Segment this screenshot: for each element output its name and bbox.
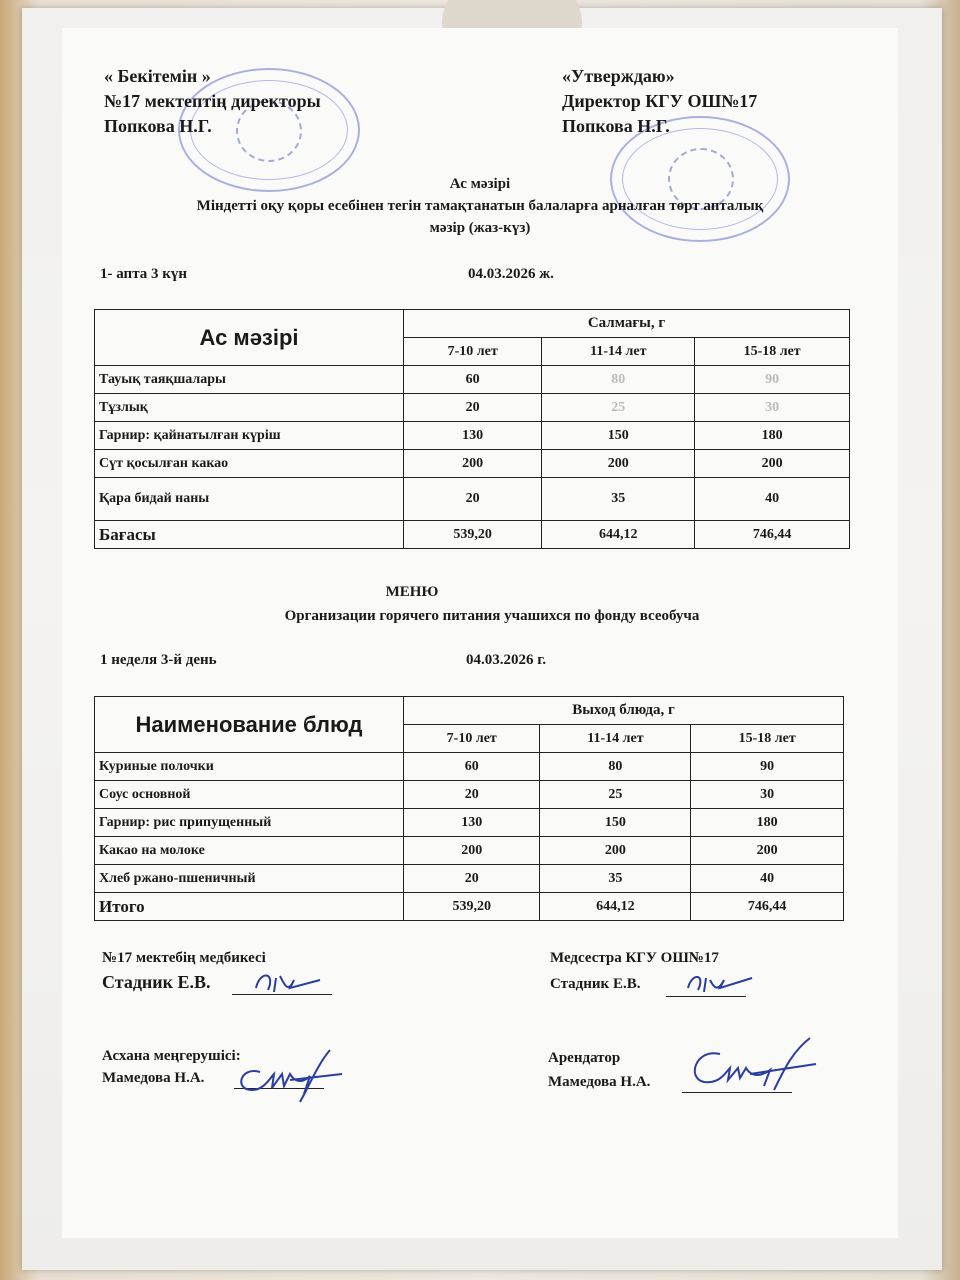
nurse-signature-left bbox=[250, 966, 340, 1000]
nurse-ru-name: Стадник Е.В. bbox=[550, 976, 641, 992]
portion-cell: 40 bbox=[695, 478, 850, 521]
price-cell: 746,44 bbox=[691, 893, 844, 921]
dish-name: Тұзлық bbox=[95, 394, 404, 422]
price-cell: 644,12 bbox=[542, 521, 695, 549]
portion-cell: 200 bbox=[695, 450, 850, 478]
portion-cell: 60 bbox=[404, 366, 542, 394]
approval-ru-line2: Директор КГУ ОШ№17 bbox=[562, 91, 758, 111]
nurse-kz-role: №17 мектебің медбикесі bbox=[102, 950, 266, 966]
dish-name: Тауық таяқшалары bbox=[95, 366, 404, 394]
price-cell: 539,20 bbox=[404, 893, 540, 921]
approval-kz-line2: №17 мектептің директоры bbox=[104, 91, 321, 111]
price-cell: 746,44 bbox=[695, 521, 850, 549]
approval-ru-line1: «Утверждаю» bbox=[562, 66, 675, 86]
portion-cell: 180 bbox=[695, 422, 850, 450]
canteen-kz-name: Мамедова Н.А. bbox=[102, 1070, 205, 1086]
kz-age-header: 7-10 лет bbox=[404, 338, 542, 366]
ru-col-header: Наименование блюд bbox=[95, 697, 404, 753]
dish-name: Гарнир: қайнатылған күріш bbox=[95, 422, 404, 450]
ru-date: 04.03.2026 г. bbox=[466, 652, 547, 668]
nurse-signature-right bbox=[682, 968, 772, 998]
kz-age-header: 15-18 лет bbox=[695, 338, 850, 366]
canteen-kz-role: Асхана меңгерушісі: bbox=[102, 1048, 241, 1064]
menu-document bbox=[62, 28, 898, 1238]
total-row bbox=[95, 521, 850, 549]
kz-group-header: Салмағы, г bbox=[404, 310, 850, 338]
approval-ru bbox=[562, 64, 757, 139]
ru-age-header: 15-18 лет bbox=[691, 725, 844, 753]
canteen-ru-role: Арендатор bbox=[548, 1050, 621, 1066]
price-cell: 539,20 bbox=[404, 521, 542, 549]
canteen-signature-left bbox=[230, 1044, 350, 1104]
portion-cell: 80 bbox=[542, 366, 695, 394]
kz-menu-table bbox=[94, 309, 850, 549]
table-row bbox=[95, 478, 850, 521]
portion-cell: 130 bbox=[404, 809, 540, 837]
dish-name: Қара бидай наны bbox=[95, 478, 404, 521]
kz-menu-subtitle: Міндетті оқу қоры есебінен тегін тамақтанатын балаларға арналған төрт апталық bbox=[196, 198, 764, 214]
portion-cell: 60 bbox=[404, 753, 540, 781]
table-row bbox=[95, 753, 844, 781]
portion-cell: 180 bbox=[691, 809, 844, 837]
portion-cell: 25 bbox=[542, 394, 695, 422]
price-cell: 644,12 bbox=[540, 893, 691, 921]
dish-name: Соус основной bbox=[95, 781, 404, 809]
portion-cell: 200 bbox=[542, 450, 695, 478]
canteen-signature-right bbox=[680, 1034, 820, 1094]
nurse-ru-role: Медсестра КГУ ОШ№17 bbox=[550, 950, 719, 966]
portion-cell: 20 bbox=[404, 394, 542, 422]
dish-name: Гарнир: рис припущенный bbox=[95, 809, 404, 837]
portion-cell: 30 bbox=[695, 394, 850, 422]
kz-date: 04.03.2026 ж. bbox=[468, 266, 554, 282]
kz-col-header: Ас мәзірі bbox=[95, 310, 404, 366]
portion-cell: 90 bbox=[691, 753, 844, 781]
ru-menu-table bbox=[94, 696, 844, 921]
ru-age-header: 11-14 лет bbox=[540, 725, 691, 753]
ru-menu-title: МЕНЮ bbox=[385, 584, 439, 600]
portion-cell: 200 bbox=[540, 837, 691, 865]
portion-cell: 130 bbox=[404, 422, 542, 450]
portion-cell: 200 bbox=[404, 837, 540, 865]
kz-menu-subtitle-2: мәзір (жаз-күз) bbox=[429, 220, 531, 236]
table-row bbox=[95, 450, 850, 478]
portion-cell: 40 bbox=[691, 865, 844, 893]
kz-week-day: 1- апта 3 күн bbox=[100, 266, 188, 282]
portion-cell: 20 bbox=[404, 781, 540, 809]
canteen-ru-name: Мамедова Н.А. bbox=[548, 1074, 651, 1090]
approval-kz bbox=[104, 64, 321, 139]
table-row bbox=[95, 837, 844, 865]
table-row bbox=[95, 865, 844, 893]
portion-cell: 200 bbox=[404, 450, 542, 478]
approval-ru-line3: Попкова Н.Г. bbox=[562, 116, 670, 136]
dish-name: Какао на молоке bbox=[95, 837, 404, 865]
portion-cell: 35 bbox=[540, 865, 691, 893]
portion-cell: 35 bbox=[542, 478, 695, 521]
approval-kz-line3: Попкова Н.Г. bbox=[104, 116, 212, 136]
dish-name: Куриные полочки bbox=[95, 753, 404, 781]
portion-cell: 25 bbox=[540, 781, 691, 809]
portion-cell: 80 bbox=[540, 753, 691, 781]
total-row bbox=[95, 893, 844, 921]
portion-cell: 20 bbox=[404, 865, 540, 893]
kz-menu-title: Ас мәзірі bbox=[449, 176, 511, 192]
approval-kz-line1: « Бекітемін » bbox=[104, 66, 211, 86]
nurse-kz-name: Стадник Е.В. bbox=[102, 972, 211, 992]
portion-cell: 20 bbox=[404, 478, 542, 521]
table-row bbox=[95, 394, 850, 422]
table-row bbox=[95, 366, 850, 394]
total-label: Бағасы bbox=[95, 521, 404, 549]
kz-age-header: 11-14 лет bbox=[542, 338, 695, 366]
portion-cell: 90 bbox=[695, 366, 850, 394]
total-label: Итого bbox=[95, 893, 404, 921]
ru-week-day: 1 неделя 3-й день bbox=[100, 652, 217, 668]
table-row bbox=[95, 781, 844, 809]
portion-cell: 200 bbox=[691, 837, 844, 865]
table-row bbox=[95, 422, 850, 450]
ru-group-header: Выход блюда, г bbox=[404, 697, 844, 725]
table-row bbox=[95, 809, 844, 837]
dish-name: Хлеб ржано-пшеничный bbox=[95, 865, 404, 893]
ru-age-header: 7-10 лет bbox=[404, 725, 540, 753]
portion-cell: 150 bbox=[540, 809, 691, 837]
portion-cell: 150 bbox=[542, 422, 695, 450]
portion-cell: 30 bbox=[691, 781, 844, 809]
dish-name: Сүт қосылған какао bbox=[95, 450, 404, 478]
ru-menu-subtitle: Организации горячего питания учашихся по фонду всеобуча bbox=[284, 608, 700, 624]
